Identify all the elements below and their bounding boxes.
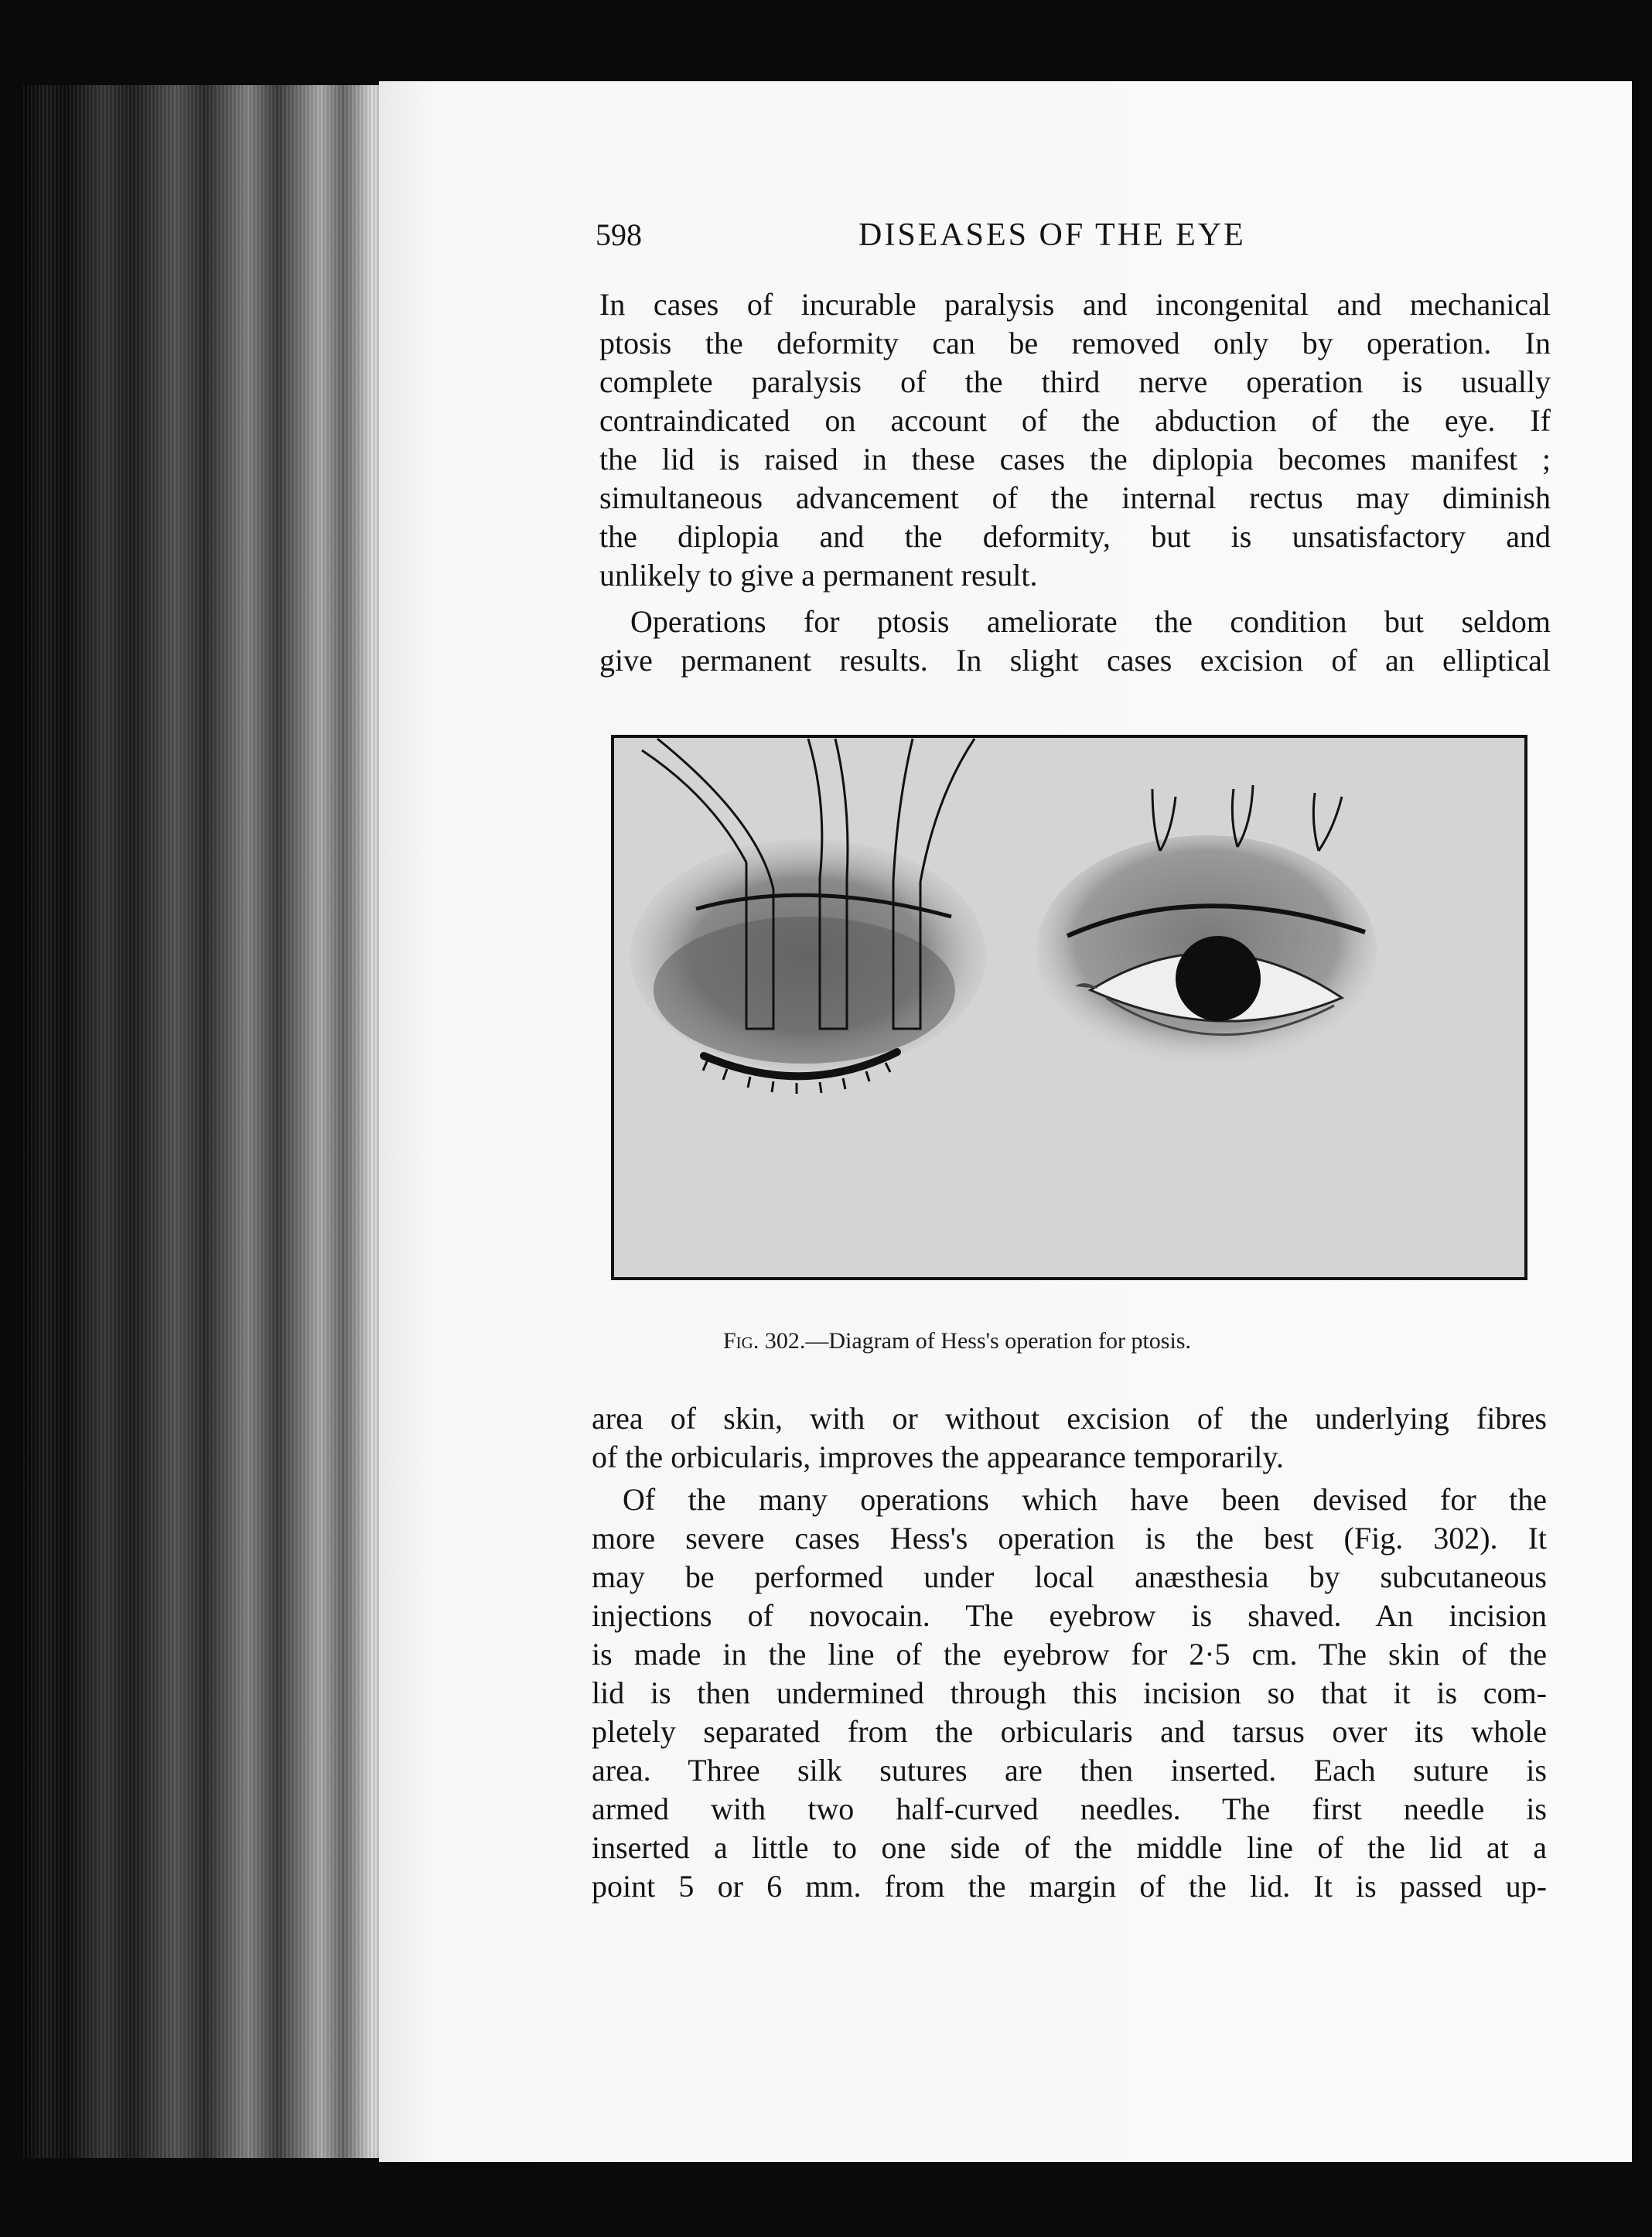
text-line: is made in the line of the eyebrow for 2·5 cm. The skin of the [592, 1637, 1547, 1672]
text-line: Of the many operations which have been devised for the [623, 1482, 1547, 1517]
text-block-top [599, 285, 1551, 687]
text-line: lid is then undermined through this incision so that it is com- [592, 1675, 1547, 1710]
book-page-edges [23, 85, 387, 2158]
text-block-bottom [592, 1399, 1547, 1932]
text-line: inserted a little to one side of the middle line of the lid at a [592, 1830, 1547, 1865]
page-number: 598 [596, 217, 642, 252]
running-head [596, 213, 1315, 257]
text-line: of the orbicularis, improves the appearance temporarily. [592, 1440, 1284, 1474]
figure-hess-operation-diagram [611, 735, 1527, 1280]
text-line: give permanent results. In slight cases excision of an elliptical [599, 643, 1551, 678]
right-eye-iris [1176, 936, 1261, 1021]
figure-caption [723, 1323, 1419, 1360]
text-line: may be performed under local anæsthesia by subcutaneous [592, 1559, 1547, 1594]
text-line: area of skin, with or without excision of the underlying fibres [592, 1401, 1547, 1436]
text-line: injections of novocain. The eyebrow is shaved. An incision [592, 1598, 1547, 1633]
text-line: complete paralysis of the third nerve operation is usually [599, 364, 1551, 399]
text-line: simultaneous advancement of the internal rectus may diminish [599, 480, 1551, 515]
text-line: more severe cases Hess's operation is the best (Fig. 302). It [592, 1521, 1547, 1556]
text-line: armed with two half-curved needles. The first needle is [592, 1791, 1547, 1826]
text-line: Operations for ptosis ameliorate the condition but seldom [630, 604, 1551, 639]
running-title: DISEASES OF THE EYE [858, 217, 1246, 253]
text-line: ptosis the deformity can be removed only by operation. In [599, 326, 1551, 360]
text-line: the lid is raised in these cases the diplopia becomes manifest ; [599, 442, 1551, 476]
text-line: point 5 or 6 mm. from the margin of the lid. It is passed up- [592, 1869, 1547, 1904]
text-line: pletely separated from the orbicularis and tarsus over its whole [592, 1714, 1547, 1749]
left-lid-shadow [654, 917, 955, 1064]
text-line: unlikely to give a permanent result. [599, 558, 1038, 593]
text-line: contraindicated on account of the abduction of the eye. If [599, 403, 1551, 438]
text-line: area. Three silk sutures are then inserted. Each suture is [592, 1753, 1547, 1788]
text-line: In cases of incurable paralysis and incongenital and mechanical [599, 287, 1551, 322]
figure-caption-text: —Diagram of Hess's operation for ptosis. [805, 1328, 1191, 1354]
text-line: the diplopia and the deformity, but is unsatisfactory and [599, 519, 1551, 554]
figure-caption-label: Fig. 302. [723, 1328, 806, 1354]
